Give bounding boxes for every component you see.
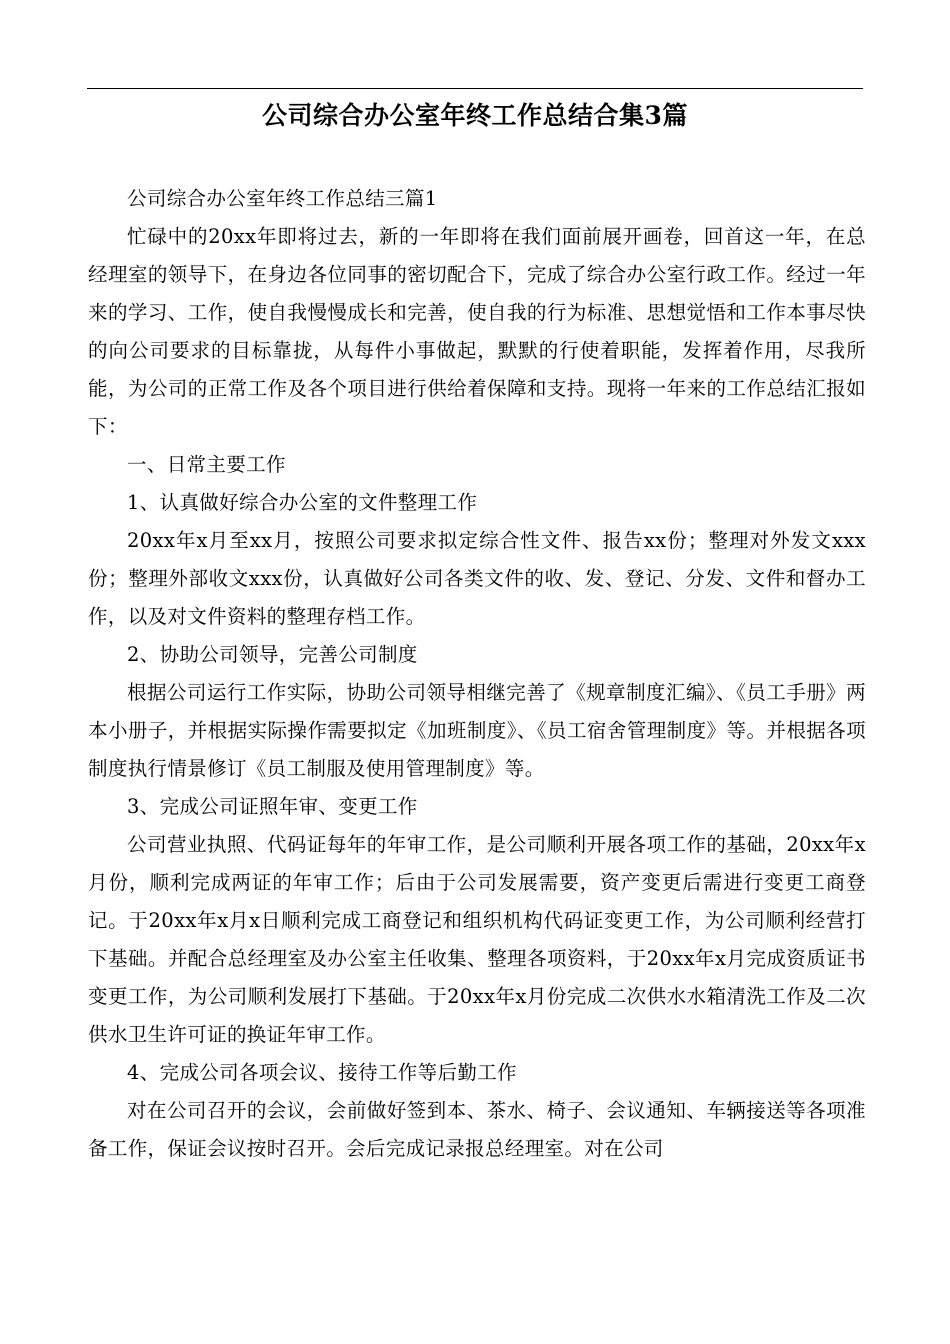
intro-paragraph: 忙碌中的20xx年即将过去，新的一年即将在我们面前展开画卷，回首这一年，在总经理室的领导下，在身边各位同事的密切配合下，完成了综合办公室行政工作。经过一年来的学习、工作，使自我慢慢成长和完善，使自我的行为标准、思想觉悟和工作本事尽快的向公司要求的目标靠拢，从每件小事做起，默默的行使着职能，发挥着作用，尽我所能，为公司的正常工作及各个项目进行供给着保障和支持。现将一年来的工作总结汇报如下：: [88, 225, 866, 438]
item-heading-1: 1、认真做好综合办公室的文件整理工作: [127, 491, 478, 514]
item-body-3: 公司营业执照、代码证每年的年审工作，是公司顺利开展各项工作的基础，20xx年x月份，顺利完成两证的年审工作；后由于公司发展需要，资产变更后需进行变更工商登记。于20xx年x月x日顺利完成工商登记和组织机构代码证变更工作，为公司顺利经营打下基础。并配合总经理室及办公室主任收集、整理各项资料，于20xx年x月完成资质证书变更工作，为公司顺利发展打下基础。于20xx年x月份完成二次供水水箱清洗工作及二次供水卫生许可证的换证年审工作。: [88, 833, 866, 1046]
item-body-4: 对在公司召开的会议，会前做好签到本、茶水、椅子、会议通知、车辆接送等各项准备工作，保证会议按时召开。会后完成记录报总经理室。对在公司: [88, 1099, 866, 1160]
item-heading-4: 4、完成公司各项会议、接待工作等后勤工作: [127, 1061, 517, 1084]
item-heading-2: 2、协助公司领导，完善公司制度: [127, 643, 418, 666]
document-title: 公司综合办公室年终工作总结合集3篇: [262, 101, 688, 130]
item-body-1: 20xx年x月至xx月，按照公司要求拟定综合性文件、报告xx份；整理对外发文xxx份；整理外部收文xxx份，认真做好公司各类文件的收、发、登记、分发、文件和督办工作，以及对文件资料的整理存档工作。: [88, 529, 866, 628]
document-body: [88, 180, 866, 1168]
section-heading: 公司综合办公室年终工作总结三篇1: [127, 187, 438, 210]
item-body-2: 根据公司运行工作实际，协助公司领导相继完善了《规章制度汇编》、《员工手册》两本小册子，并根据实际操作需要拟定《加班制度》、《员工宿舍管理制度》等。并根据各项制度执行情景修订《员工制服及使用管理制度》等。: [88, 681, 866, 780]
part-heading: 一、日常主要工作: [127, 453, 286, 476]
item-heading-3: 3、完成公司证照年审、变更工作: [127, 795, 418, 818]
header-rule: [87, 88, 863, 89]
